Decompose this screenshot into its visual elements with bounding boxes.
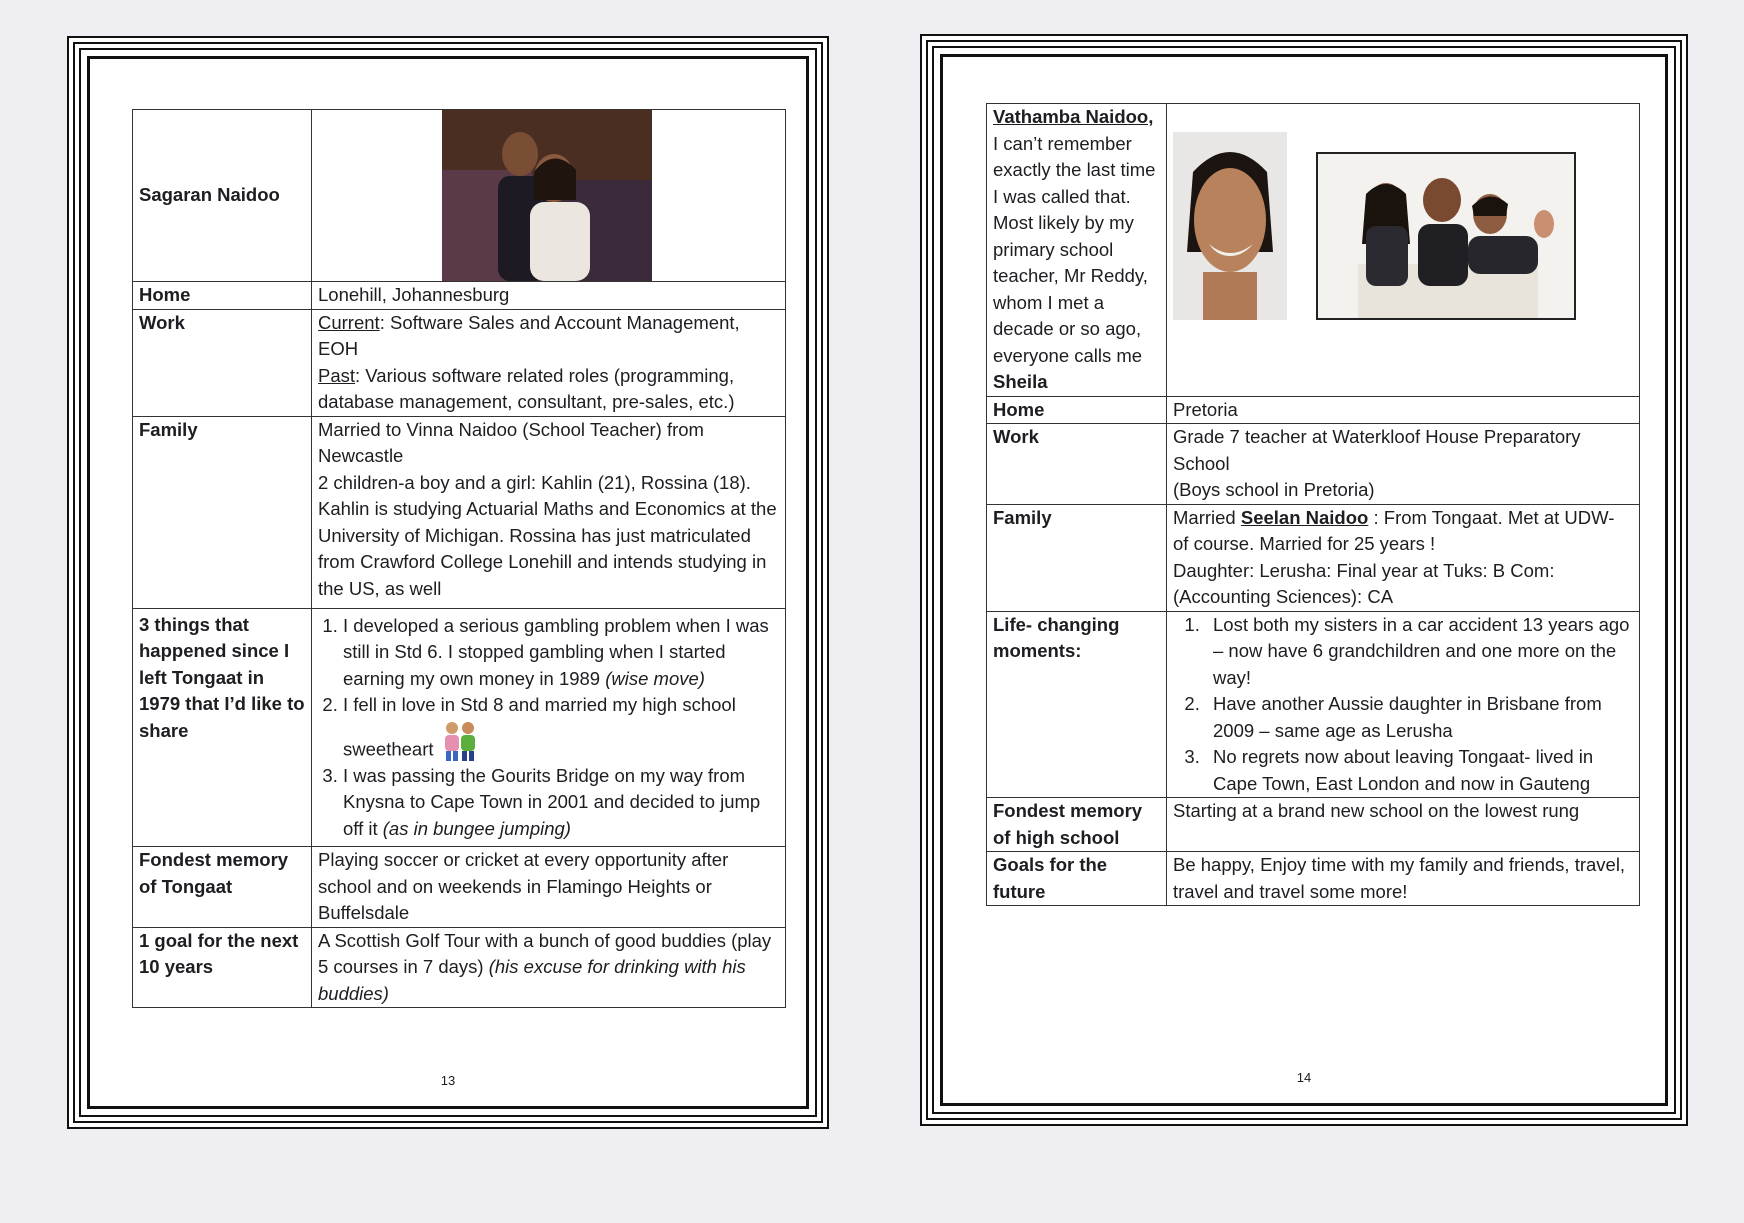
goal-note: (his excuse for drinking with his buddies): [318, 956, 746, 1004]
list-item: 1. Lost both my sisters in a car accident 13 years ago – now have 6 grandchildren and one more on the way!: [1205, 612, 1633, 692]
moments-value: [1167, 611, 1640, 798]
work-value: [1167, 424, 1640, 505]
table-row: [133, 110, 786, 282]
table-row: [987, 504, 1640, 611]
table-row: [133, 309, 786, 416]
things-list: [318, 613, 779, 843]
daughter-text: Daughter: Lerusha: Final year at Tuks: B Com: (Accounting Sciences): CA: [1173, 559, 1555, 607]
table-row: [133, 282, 786, 310]
home-value: Pretoria: [1167, 396, 1640, 424]
table-row: [987, 424, 1640, 505]
goal-text: A Scottish Golf Tour with a bunch of good buddies (play 5 courses in 7 days): [318, 929, 772, 977]
work-past-label: Past: [318, 364, 356, 386]
couple-photo-art: [442, 110, 652, 281]
thing-text: I developed a serious gambling problem when I was still in Std 6. I stopped gambling when I started earning my own money in 1989: [343, 614, 769, 689]
thing-note: (as in bungee jumping): [382, 817, 571, 839]
memory-label: Fondest memory of high school: [987, 798, 1167, 852]
family-rest: : From Tongaat. Met at UDW- of course. Married for 25 years !: [1173, 506, 1615, 554]
family-line: 2 children-a boy and a girl: Kahlin (21), Rossina (18). Kahlin is studying Actuarial Maths and Economics at the University of Michigan. Rossina has just matriculated from Crawford College Lonehill and intends studying in the US, as well: [318, 471, 777, 599]
table-row: [987, 852, 1640, 906]
table-row: [133, 927, 786, 1008]
home-label: Home: [133, 282, 312, 310]
family-value: [312, 416, 786, 608]
family-value: [1167, 504, 1640, 611]
work-label: Work: [987, 424, 1167, 505]
list-item: [343, 692, 779, 763]
work-label: Work: [133, 309, 312, 416]
family-line: Married to Vinna Naidoo (School Teacher) from Newcastle: [318, 418, 704, 466]
photo-cell: [1167, 104, 1640, 397]
list-item: [343, 613, 779, 693]
memory-label: Fondest memory of Tongaat: [133, 847, 312, 928]
moments-label: Life- changing moments:: [987, 611, 1167, 798]
intro-cell: [987, 104, 1167, 397]
page-14: [940, 54, 1668, 1106]
page-number: 14: [1296, 1070, 1312, 1085]
table-row: [133, 608, 786, 847]
work-line: Grade 7 teacher at Waterkloof House Preparatory School: [1173, 426, 1581, 474]
goals-value: Be happy, Enjoy time with my family and friends, travel, travel and travel some more!: [1167, 852, 1640, 906]
table-row: [133, 847, 786, 928]
sweetheart-icon: [440, 719, 480, 763]
list-item: 3. No regrets now about leaving Tongaat- lived in Cape Town, East London and now in Gauteng: [1205, 744, 1633, 797]
list-item: 2. Have another Aussie daughter in Brisbane from 2009 – same age as Lerusha: [1205, 691, 1633, 744]
name-text: Vathamba Naidoo,: [993, 106, 1154, 127]
intro-text: I can’t remember exactly the last time I was called that. Most likely by my primary school teacher, Mr Reddy, whom I met a decade or so ago, everyone calls me: [993, 132, 1156, 366]
family-label: Family: [133, 416, 312, 608]
home-label: Home: [987, 396, 1167, 424]
thing-text: I fell in love in Std 8 and married my high school sweetheart: [343, 694, 736, 759]
family-prefix: Married: [1173, 506, 1241, 528]
work-current-label: Current: [318, 311, 380, 333]
work-past-text: : Various software related roles (programming, database management, consultant, pre-sales, etc.): [318, 364, 735, 412]
profile-table-vathamba: [986, 103, 1640, 906]
portrait-photo: [1173, 132, 1287, 320]
family-photo-art: [1318, 154, 1574, 318]
work-value: [312, 309, 786, 416]
home-value: Lonehill, Johannesburg: [312, 282, 786, 310]
thing-text: I was passing the Gourits Bridge on my way from Knysna to Cape Town in 2001 and decided to jump off it: [343, 764, 761, 839]
thing-note: (wise move): [605, 667, 705, 689]
table-row: [987, 798, 1640, 852]
goal-value: [312, 927, 786, 1008]
photo-cell: [312, 110, 786, 282]
table-row: [987, 611, 1640, 798]
list-item: [343, 763, 779, 843]
work-current-text: : Software Sales and Account Management, EOH: [318, 311, 740, 359]
couple-photo: [442, 110, 652, 281]
things-value: [312, 608, 786, 847]
spouse-name: Seelan Naidoo: [1240, 506, 1369, 528]
table-row: [133, 416, 786, 608]
things-label: 3 things that happened since I left Tongaat in 1979 that I’d like to share: [133, 608, 312, 847]
portrait-photo-art: [1173, 132, 1287, 320]
page-13: [87, 56, 809, 1109]
family-photo: [1316, 152, 1576, 320]
moments-list: [1167, 612, 1633, 798]
page-number: 13: [440, 1073, 456, 1088]
work-line: (Boys school in Pretoria): [1173, 479, 1375, 500]
goal-label: 1 goal for the next 10 years: [133, 927, 312, 1008]
goals-label: Goals for the future: [987, 852, 1167, 906]
family-label: Family: [987, 504, 1167, 611]
profile-table-sagaran: [132, 109, 786, 1008]
name-text: Sagaran Naidoo: [139, 184, 280, 206]
memory-value: Playing soccer or cricket at every opportunity after school and on weekends in Flamingo Heights or Buffelsdale: [312, 847, 786, 928]
profile-name: [133, 110, 312, 282]
table-row: [987, 396, 1640, 424]
nickname-text: Sheila: [993, 371, 1048, 392]
table-row: [987, 104, 1640, 397]
memory-value: Starting at a brand new school on the lowest rung: [1167, 798, 1640, 852]
